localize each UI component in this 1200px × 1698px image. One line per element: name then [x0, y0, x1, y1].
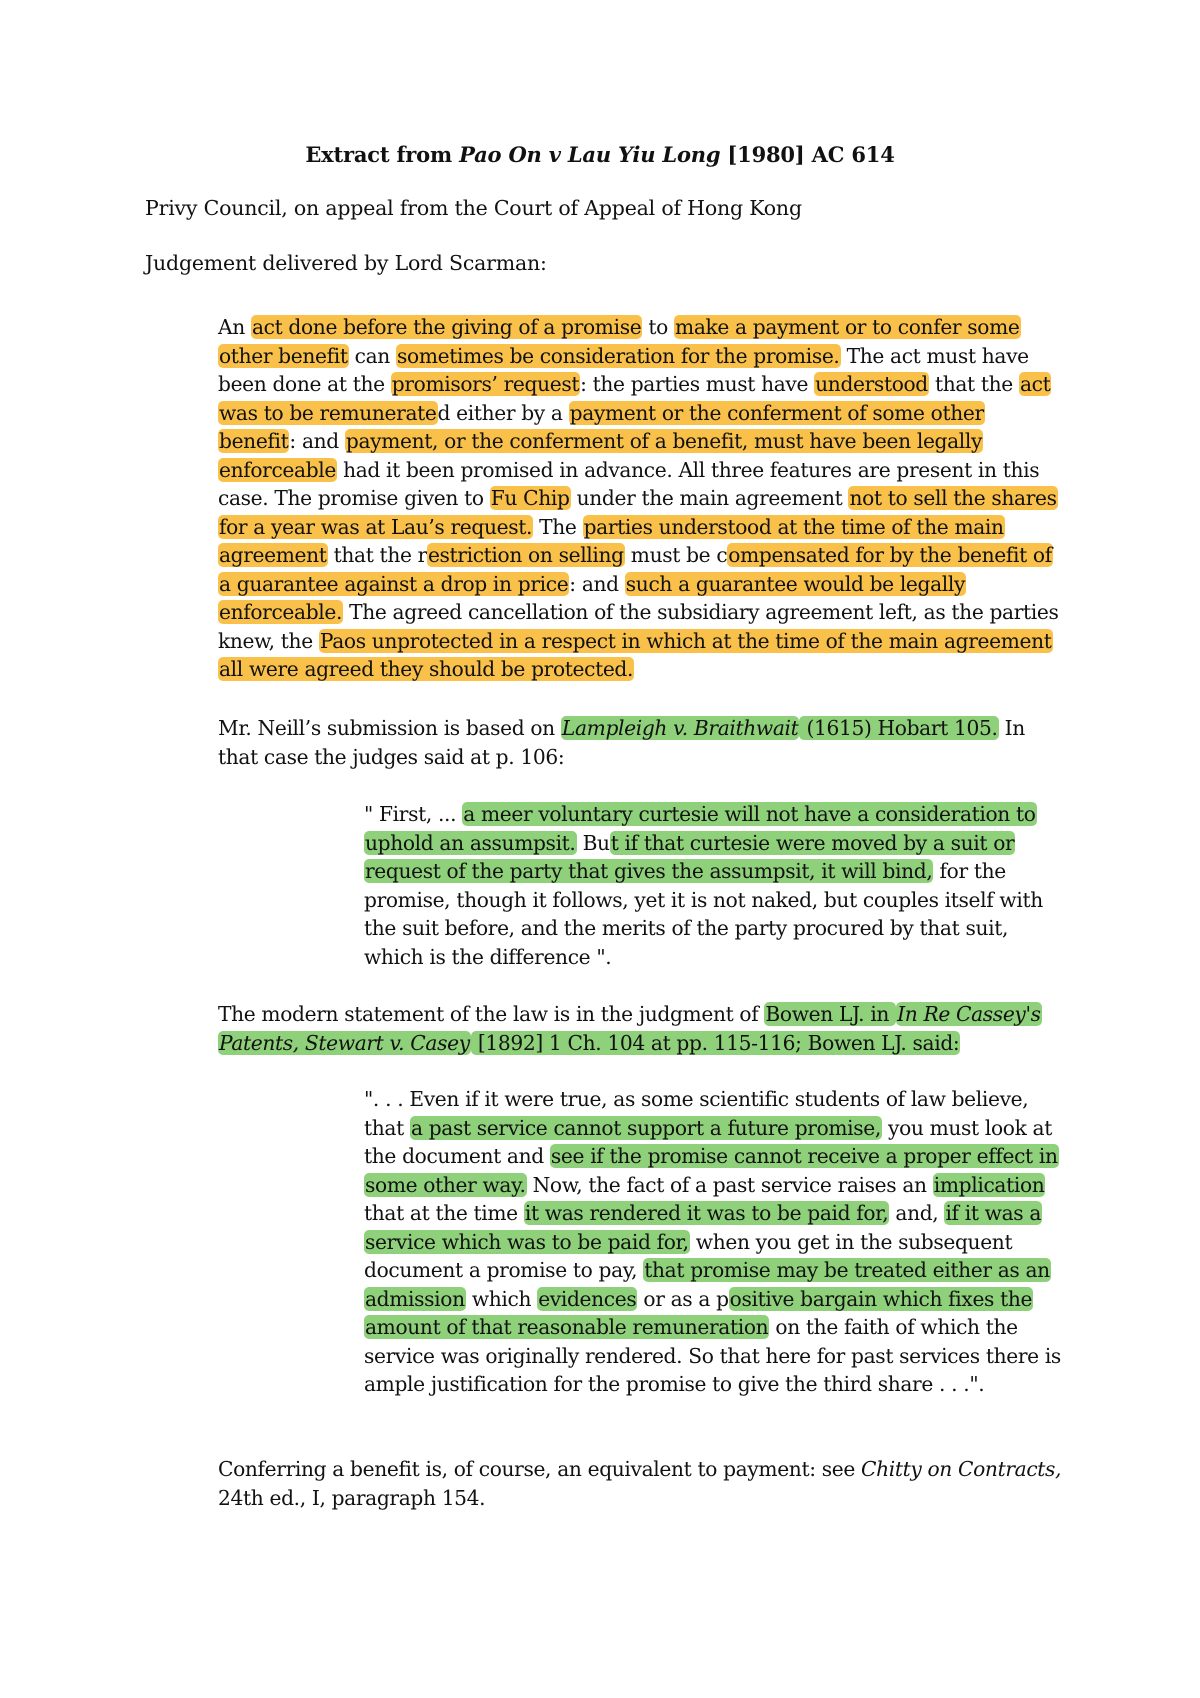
- court-line: Privy Council, on appeal from the Court of Appeal of Hong Kong: [145, 196, 802, 220]
- highlight-green: Bowen LJ. in: [765, 1002, 896, 1026]
- text-run: 24th ed., I, paragraph 154.: [218, 1485, 486, 1510]
- text-run: The modern statement of the law is in the judgment of: [218, 1002, 765, 1026]
- text-run: which: [465, 1286, 538, 1311]
- highlight-green-case-name: Lampleigh v. Braithwait: [561, 716, 799, 740]
- paragraph-submission: [218, 714, 1063, 771]
- text-run: can: [348, 343, 397, 368]
- highlight-green: [1892] 1 Ch. 104 at pp. 115-116; Bowen LJ. said:: [471, 1030, 960, 1055]
- highlight-orange: act done before the giving of a promise: [251, 315, 642, 339]
- highlight-orange: estriction on selling: [427, 543, 624, 567]
- highlight-orange: promisors’ request: [391, 372, 580, 396]
- text-run: that the: [928, 372, 1019, 396]
- text-run: that the r: [327, 543, 427, 567]
- highlight-green: ositive bargain which fixes the amount of that reasonable remuneration: [365, 1286, 1033, 1339]
- paragraph-consideration: [218, 313, 1063, 684]
- text-run: : and: [289, 429, 345, 453]
- highlight-green-case-name: In Re Cassey's Patents, Stewart v. Casey: [219, 1002, 1041, 1055]
- text-run: The act must have been done at the: [218, 343, 1029, 396]
- title-case-name: Pao On v Lau Yiu Long: [459, 142, 721, 167]
- highlight-green: (1615) Hobart 105.: [800, 716, 998, 740]
- highlight-orange: payment or the conferment of some other benefit: [219, 400, 984, 453]
- text-run: ". . . Even if it were true, as some scientific students of law believe, that: [364, 1087, 1029, 1140]
- text-run: The agreed cancellation of the subsidiary agreement left, as the parties knew, the: [218, 600, 1059, 653]
- text-run: for the promise, though it follows, yet it is not naked, but couples itself with the suit before, and the merits of the party procured by that suit, which is the difference ".: [364, 859, 1043, 969]
- highlight-green: implication: [933, 1172, 1045, 1197]
- paragraph-modern-statement: [218, 1000, 1063, 1057]
- text-run: must be c: [624, 543, 728, 567]
- title-prefix: Extract from: [305, 142, 460, 167]
- highlight-orange: not to sell the shares for a year was at Lau’s request.: [219, 486, 1057, 539]
- text-run: or as a p: [637, 1286, 729, 1311]
- highlight-orange: Paos unprotected in a respect in which at the time of the main agreement all were agreed they should be protected.: [219, 628, 1052, 681]
- highlight-orange: sometimes be consideration for the promise.: [397, 343, 840, 368]
- highlight-green: evidences: [538, 1286, 637, 1311]
- judge-line: Judgement delivered by Lord Scarman:: [145, 251, 547, 275]
- document-title: [0, 142, 1200, 167]
- text-run: Bu: [576, 830, 610, 855]
- highlight-green: if it was a service which was to be paid for,: [365, 1201, 1042, 1254]
- highlight-orange: ompensated for by the benefit of a guarantee against a drop in price: [219, 543, 1052, 596]
- quote-bowen: [364, 1085, 1064, 1399]
- highlight-orange: understood: [815, 372, 928, 396]
- highlight-orange: Fu Chip: [490, 486, 570, 510]
- highlight-green: a past service cannot support a future promise,: [410, 1115, 881, 1140]
- quote-lampleigh: [364, 800, 1064, 971]
- highlight-orange: act was to be remunerate: [219, 372, 1051, 425]
- text-run: had it been promised in advance. All three features are present in this case. The promise given to: [218, 457, 1040, 510]
- citation-chitty: Chitty on Contracts,: [861, 1457, 1062, 1481]
- highlight-orange: payment, or the conferment of a benefit, must have been legally enforceable: [219, 429, 983, 482]
- highlight-orange: make a payment or to confer some other benefit: [219, 315, 1020, 368]
- text-run: " First, ...: [364, 802, 463, 826]
- text-run: Mr. Neill’s submission is based on: [218, 716, 561, 740]
- highlight-green: see if the promise cannot receive a proper effect in some other way.: [365, 1144, 1058, 1197]
- highlight-green: t if that curtesie were moved by a suit or request of the party that gives the assumpsit, it will bind,: [365, 830, 1015, 883]
- paragraph-conferring-benefit: [218, 1455, 1063, 1512]
- text-run: to: [642, 315, 675, 339]
- text-run: : the parties must have: [580, 372, 815, 396]
- text-run: Now, the fact of a past service raises an: [526, 1172, 933, 1197]
- highlight-green: a meer voluntary curtesie will not have a consideration to uphold an assumpsit.: [365, 802, 1036, 855]
- text-run: under the main agreement: [570, 486, 849, 510]
- highlight-green: that promise may be treated either as an admission: [365, 1258, 1050, 1311]
- highlight-orange: such a guarantee would be legally enforceable.: [219, 571, 966, 624]
- text-run: when you get in the subsequent document a promise to pay,: [364, 1229, 1013, 1282]
- highlight-green: it was rendered it was to be paid for,: [524, 1201, 889, 1225]
- text-run: : and: [569, 571, 625, 596]
- text-run: on the faith of which the service was originally rendered. So that here for past services there is ample justification for the promise to give the third share . . .".: [364, 1315, 1061, 1396]
- text-run: Conferring a benefit is, of course, an equivalent to payment: see: [218, 1457, 861, 1481]
- text-run: In that case the judges said at p. 106:: [218, 716, 1025, 769]
- text-run: and,: [889, 1201, 945, 1225]
- text-run: The: [533, 514, 583, 539]
- text-run: An: [218, 315, 251, 339]
- text-run: d either by a: [437, 400, 569, 425]
- text-run: that at the time: [364, 1201, 524, 1225]
- highlight-orange: parties understood at the time of the main agreement: [219, 514, 1004, 567]
- text-run: you must look at the document and: [364, 1115, 1052, 1168]
- title-citation: [1980] AC 614: [720, 142, 895, 167]
